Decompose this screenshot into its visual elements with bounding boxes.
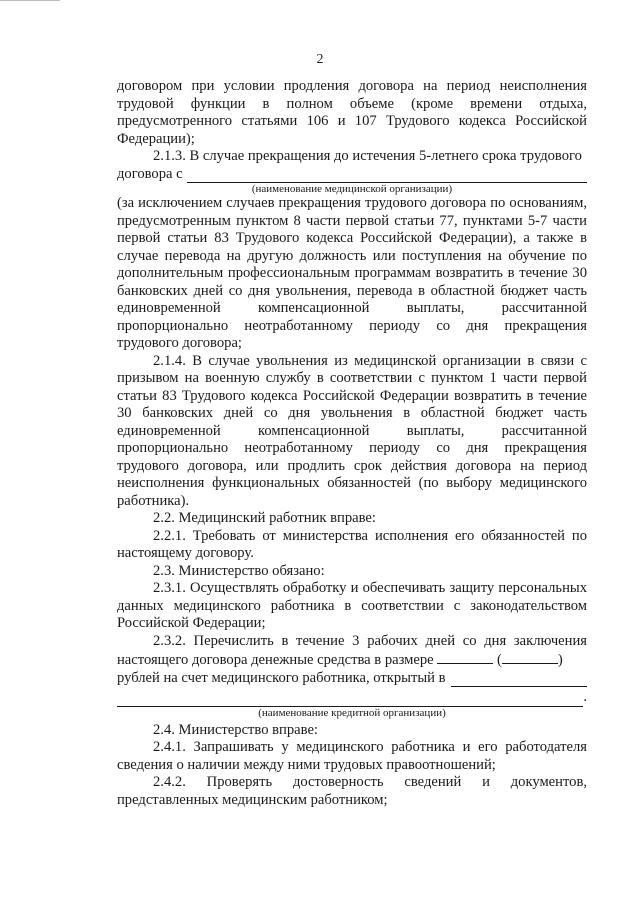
amount-digits-blank[interactable] — [437, 650, 493, 664]
credit-organization-caption: (наименование кредитной организации) — [258, 706, 446, 719]
clause-2-1-3-heading: 2.1.3. В случае прекращения до истечения 5-летнего срока трудового — [153, 148, 582, 164]
clause-2-4-2: 2.4.2. Проверять достоверность сведений и документов, представленных медицинским работником; — [117, 774, 587, 808]
paragraph-continuation: договором при условии продления договора на период неисполнения трудовой функции в полном объеме (кроме времени отдыха, предусмотренного статьями 106 и 107 Трудового кодекса Российской Федерации); — [117, 78, 587, 147]
page-corner-mark — [0, 0, 60, 1]
bank-name-blank-2[interactable] — [117, 693, 583, 707]
contract-with-line — [117, 166, 587, 184]
clause-2-1-4: 2.1.4. В случае увольнения из медицинской организации в связи с призывом на военную службу в соответствии с пунктом 1 части первой статьи 83 Трудового кодекса Российской Федерации возвратить в течение 30 банковских дней со дня увольнения в областной бюджет часть единовременной компенсационной выплаты, рассчитанной пропорционально неотработанному периоду со дня прекращения трудового договора, или продлить срок действия договора на период неисполнения функциональных обязанностей (по выбору медицинского работника). — [117, 352, 587, 509]
amount-paren-open: ( — [496, 652, 502, 668]
section-2-4-heading: 2.4. Министерство вправе: — [153, 721, 318, 738]
clause-2-1-3-body: (за исключением случаев прекращения трудового договора по основаниям, предусмотренным пунктом 8 части первой статьи 77, пунктами 5-7 части первой статьи 83 Трудового кодекса Российской Федерации), а также в случае перевода на другую должность или поступления на обучение по дополнительным профессиональным программам возвратить в течение 30 банковских дней со дня увольнения, перевода в областной бюджет часть единовременной компенсационной выплаты, рассчитанной пропорционально неотработанному периоду со дня прекращения трудового договора; — [117, 195, 587, 351]
clause-2-3-2-text: 2.3.2. Перечислить в течение 3 рабочих дней со дня заключения настоящего договора денежные средства в размере — [117, 632, 587, 668]
clause-2-4-1: 2.4.1. Запрашивать у медицинского работника и его работодателя сведения о наличии между ними трудовых правоотношений; — [117, 739, 587, 773]
section-2-3-heading: 2.3. Министерство обязано: — [153, 562, 325, 579]
section-2-2-heading: 2.2. Медицинский работник вправе: — [153, 510, 376, 526]
account-line — [117, 670, 587, 688]
amount-paren-close: ) — [557, 652, 563, 668]
medical-organization-blank[interactable] — [187, 169, 587, 183]
amount-words-blank[interactable] — [502, 650, 558, 664]
account-text: рублей на счет медицинского работника, открытый в — [117, 669, 446, 686]
page-number: 2 — [316, 52, 324, 67]
bank-line-period: . — [583, 689, 587, 705]
clause-2-2-1: 2.2.1. Требовать от министерства исполнения его обязанностей по настоящему договору. — [117, 527, 587, 561]
bank-name-blank-1[interactable] — [451, 673, 587, 687]
medical-organization-caption: (наименование медицинской организации) — [251, 183, 453, 195]
clause-2-3-2 — [117, 633, 587, 670]
bank-name-line — [117, 689, 587, 707]
clause-2-3-1: 2.3.1. Осуществлять обработку и обеспечивать защиту персональных данных медицинского работника в соответствии с законодательством Российской Федерации; — [117, 580, 587, 631]
contract-with-prefix: договора с — [117, 165, 183, 182]
document-body — [117, 78, 587, 809]
